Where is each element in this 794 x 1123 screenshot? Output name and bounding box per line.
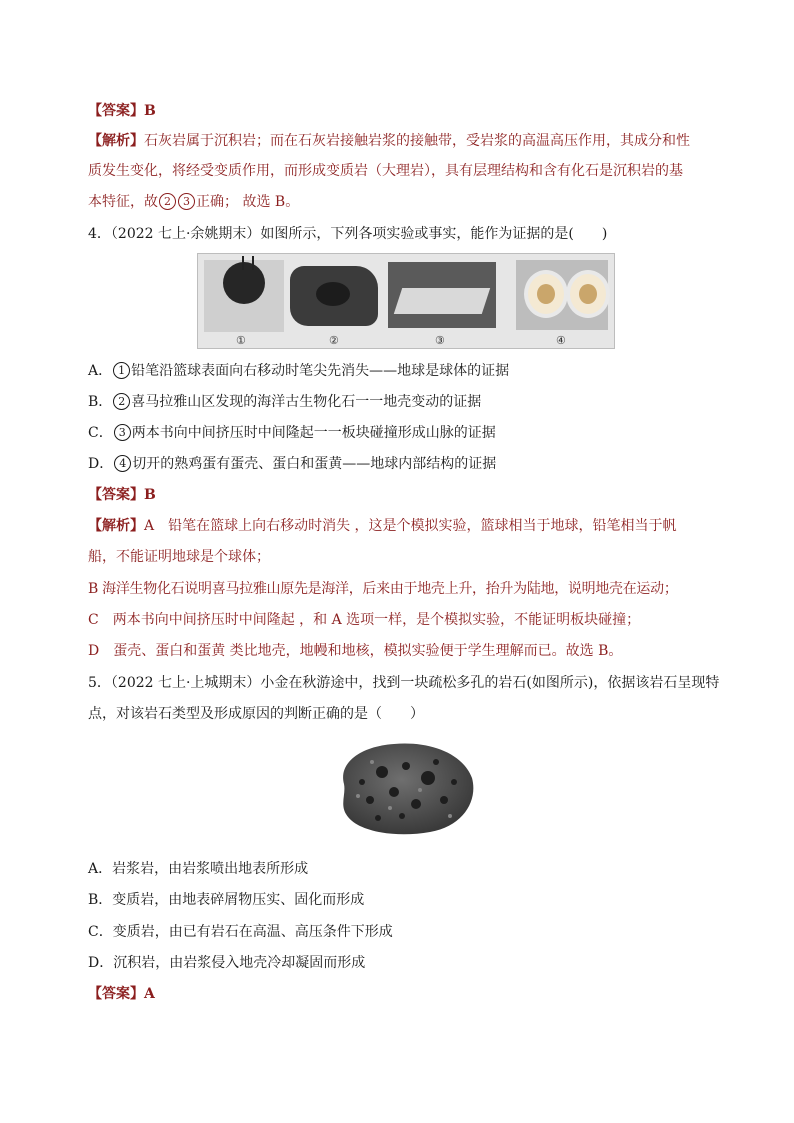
q4-analysis-line-4: C 两本书向中间挤压时中间隆起 ，和 A 选项一样，是个模拟实验，不能证明板块碰撞；	[88, 612, 641, 628]
egg-half	[566, 270, 610, 318]
circled-number-2: 2	[159, 193, 176, 210]
analysis-text: 石灰岩属于沉积岩；而在石灰岩接触岩浆的接触带，受岩浆的高温高压作用，其成分和性	[144, 133, 690, 149]
answer-tag: 【答案】	[88, 103, 144, 119]
answer-tag: 【答案】	[88, 487, 144, 503]
pencil-mark	[242, 256, 244, 270]
q4-option-b	[88, 392, 481, 412]
q5-option-d: D．沉积岩，由岩浆侵入地壳冷却凝固而形成	[88, 955, 366, 971]
option-text: 铅笔沿篮球表面向右移动时笔尖先消失——地球是球体的证据	[131, 363, 510, 379]
answer-value: B	[144, 103, 156, 119]
q4-option-c	[88, 423, 496, 443]
option-letter: A．	[88, 363, 113, 379]
q4-analysis-line-1	[88, 516, 677, 536]
option-text: 切开的熟鸡蛋有蛋壳、蛋白和蛋黄——地球内部结构的证据	[132, 456, 497, 472]
q5-answer	[88, 984, 155, 1004]
analysis-text: A 铅笔在篮球上向右移动时消失 ，这是个模拟实验，篮球相当于地球，铅笔相当于帆	[144, 518, 677, 534]
q4-option-d	[88, 454, 496, 474]
figure-label-2: ②	[329, 334, 339, 347]
q5-option-b: B．变质岩，由地表碎屑物压实、固化而形成	[88, 892, 365, 908]
analysis-tag: 【解析】	[88, 133, 144, 149]
egg-half	[524, 270, 568, 318]
folded-books	[394, 288, 490, 314]
q5-stem-line-1: 5．（2022 七上·上城期末）小金在秋游途中，找到一块疏松多孔的岩石(如图所示)，依据该岩石呈现特	[88, 675, 720, 691]
pencil-mark	[252, 256, 254, 270]
circled-number-2: 2	[113, 393, 130, 410]
circled-number-3: 3	[178, 193, 195, 210]
circled-number-1: 1	[113, 362, 130, 379]
q4-option-a	[88, 361, 509, 381]
option-letter: D．	[88, 456, 114, 472]
circled-number-4: 4	[114, 455, 131, 472]
q5-option-c: C．变质岩，由已有岩石在高温、高压条件下形成	[88, 924, 393, 940]
analysis-tag: 【解析】	[88, 518, 144, 534]
q4-stem: 4．（2022 七上·余姚期末）如图所示，下列各项实验或事实，能作为证据的是( )	[88, 226, 608, 242]
q5-stem-line-2: 点，对该岩石类型及形成原因的判断正确的是（ ）	[88, 706, 424, 722]
option-text: 喜马拉雅山区发现的海洋古生物化石一一地壳变动的证据	[131, 394, 482, 410]
answer-value: B	[144, 487, 156, 503]
figure-label-1: ①	[236, 334, 246, 347]
analysis-text: 本特征，故	[88, 194, 158, 210]
fossil-imprint	[316, 282, 350, 306]
circled-number-3: 3	[114, 424, 131, 441]
q4-analysis-line-3: B 海洋生物化石说明喜马拉雅山原先是海洋，后来由于地壳上升，抬升为陆地，说明地壳在运动；	[88, 581, 678, 597]
q4-figure	[197, 253, 615, 349]
basketball-figure	[223, 262, 265, 304]
q4-analysis-line-2: 船，不能证明地球是个球体；	[88, 549, 270, 565]
option-letter: C．	[88, 425, 113, 441]
analysis-text: 正确； 故选 B。	[196, 194, 300, 210]
q3-analysis-line-3	[88, 192, 299, 212]
q3-answer	[88, 101, 156, 121]
answer-tag: 【答案】	[88, 986, 144, 1002]
answer-value: A	[144, 986, 155, 1002]
pumice-rock-image	[332, 738, 478, 838]
q3-analysis-line-1	[88, 131, 690, 151]
q4-answer	[88, 485, 156, 505]
option-letter: B．	[88, 394, 113, 410]
figure-label-3: ③	[435, 334, 445, 347]
q3-analysis-line-2: 质发生变化，将经受变质作用，而形成变质岩（大理岩），具有层理结构和含有化石是沉积岩的基	[88, 163, 683, 179]
yolk	[537, 284, 555, 304]
yolk	[579, 284, 597, 304]
figure-label-4: ④	[556, 334, 566, 347]
q5-option-a: A．岩浆岩，由岩浆喷出地表所形成	[88, 861, 309, 877]
option-text: 两本书向中间挤压时中间隆起一一板块碰撞形成山脉的证据	[131, 425, 496, 441]
q4-analysis-line-5: D 蛋壳、蛋白和蛋黄 类比地壳，地幔和地核，模拟实验便于学生理解而已。故选 B。	[88, 643, 623, 659]
